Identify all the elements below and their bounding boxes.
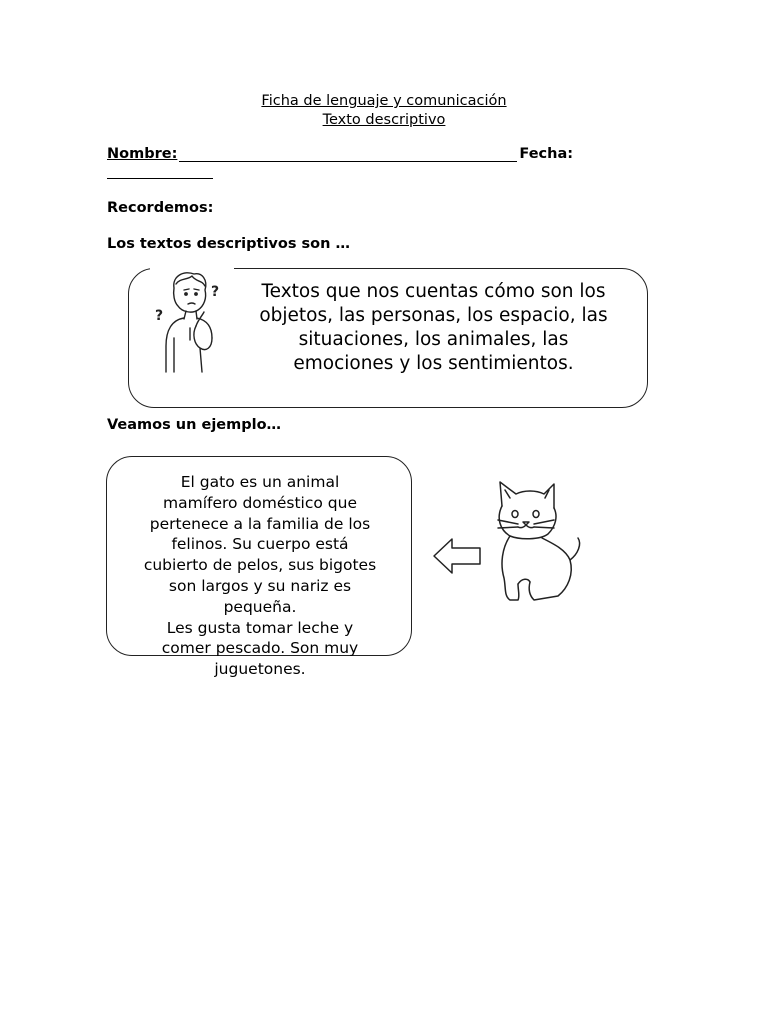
worksheet-title (0, 92, 768, 130)
nombre-field[interactable] (179, 146, 517, 162)
left-arrow-icon (432, 536, 482, 576)
question-mark-icon: ? (211, 284, 220, 300)
definition-text (236, 280, 631, 376)
ejemplo-heading: Veamos un ejemplo… (107, 417, 282, 433)
cat-icon (488, 478, 584, 604)
title-line-2: Texto descriptivo (322, 112, 446, 128)
definition-line: situaciones, los animales, las (298, 329, 569, 350)
example-line: El gato es un animal (180, 473, 340, 491)
fecha-field[interactable] (107, 178, 213, 179)
recordemos-heading: Recordemos: (107, 200, 214, 216)
example-line: cubierto de pelos, sus bigotes (143, 556, 377, 575)
question-mark-icon: ? (155, 308, 164, 324)
example-line: mamífero doméstico que (163, 493, 357, 512)
title-line-1: Ficha de lenguaje y comunicación (261, 93, 507, 109)
fecha-label: Fecha: (519, 146, 574, 162)
example-line: comer pescado. Son muy (161, 639, 359, 658)
example-line: pequeña. (223, 597, 297, 616)
definition-line: objetos, las personas, los espacio, las (259, 305, 608, 326)
example-line: juguetones. (214, 660, 306, 679)
nombre-label: Nombre: (107, 146, 178, 162)
thinking-boy-icon (150, 268, 230, 376)
example-text (108, 472, 412, 680)
example-line: pertenece a la familia de los (149, 514, 371, 533)
example-line: son largos y su nariz es (168, 576, 352, 595)
intro-heading: Los textos descriptivos son … (107, 236, 350, 252)
name-date-row (107, 146, 627, 162)
example-line: Les gusta tomar leche y (166, 618, 354, 637)
definition-line: emociones y los sentimientos. (293, 353, 574, 374)
example-line: felinos. Su cuerpo está (171, 535, 349, 554)
definition-line: Textos que nos cuentas cómo son los (261, 281, 606, 302)
